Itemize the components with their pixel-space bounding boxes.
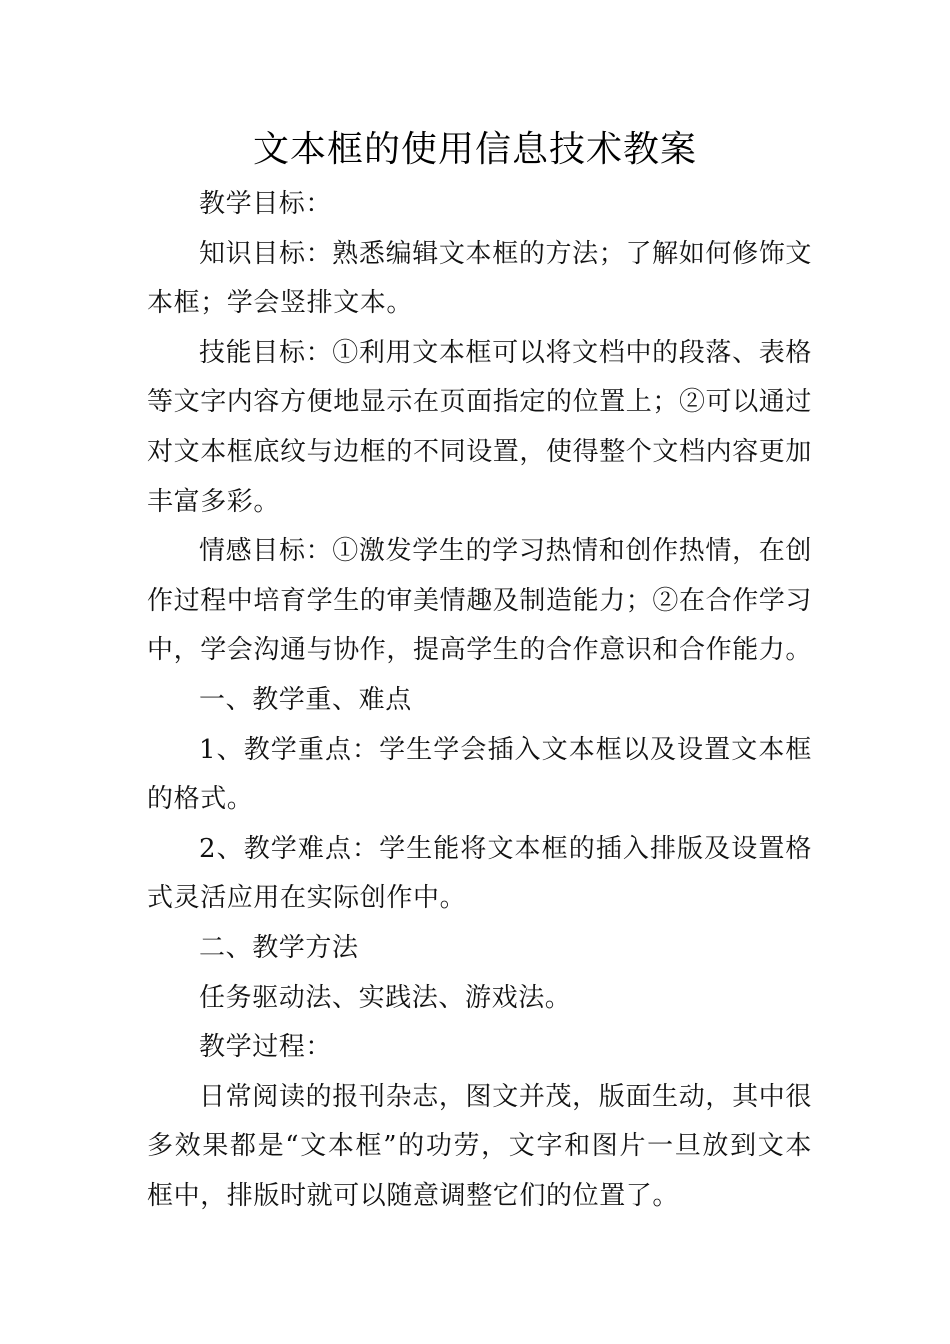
document-body bbox=[147, 180, 812, 1221]
paragraph-process-heading: 教学过程： bbox=[199, 1032, 333, 1063]
section-heading-key-points: 一、教学重、难点 bbox=[199, 684, 412, 715]
section-heading-methods: 二、教学方法 bbox=[199, 932, 359, 963]
paragraph-teaching-goals-heading: 教学目标： bbox=[199, 189, 333, 219]
paragraph-skill-goal: 技能目标：①利用文本框可以将文档中的段落、表格等文字内容方便地显示在页面指定的位置上；②可以通过对文本框底纹与边框的不同设置，使得整个文档内容更加丰富多彩。 bbox=[147, 337, 813, 517]
paragraph-difficult-point: 2、教学难点：学生能将文本框的插入排版及设置格式灵活应用在实际创作中。 bbox=[147, 833, 812, 914]
paragraph-knowledge-goal: 知识目标：熟悉编辑文本框的方法；了解如何修饰文本框；学会竖排文本。 bbox=[147, 238, 812, 319]
paragraph-emotion-goal: 情感目标：①激发学生的学习热情和创作热情，在创作过程中培育学生的审美情趣及制造能力；②在合作学习中，学会沟通与协作，提高学生的合作意识和合作能力。 bbox=[147, 536, 813, 666]
paragraph-methods: 任务驱动法、实践法、游戏法。 bbox=[199, 982, 572, 1013]
document-title: 文本框的使用信息技术教案 bbox=[252, 129, 697, 170]
paragraph-key-point: 1、教学重点：学生学会插入文本框以及设置文本框的格式。 bbox=[147, 734, 812, 815]
paragraph-intro: 日常阅读的报刊杂志，图文并茂，版面生动，其中很多效果都是“文本框”的功劳，文字和图片一旦放到文本框中，排版时就可以随意调整它们的位置了。 bbox=[147, 1081, 812, 1211]
